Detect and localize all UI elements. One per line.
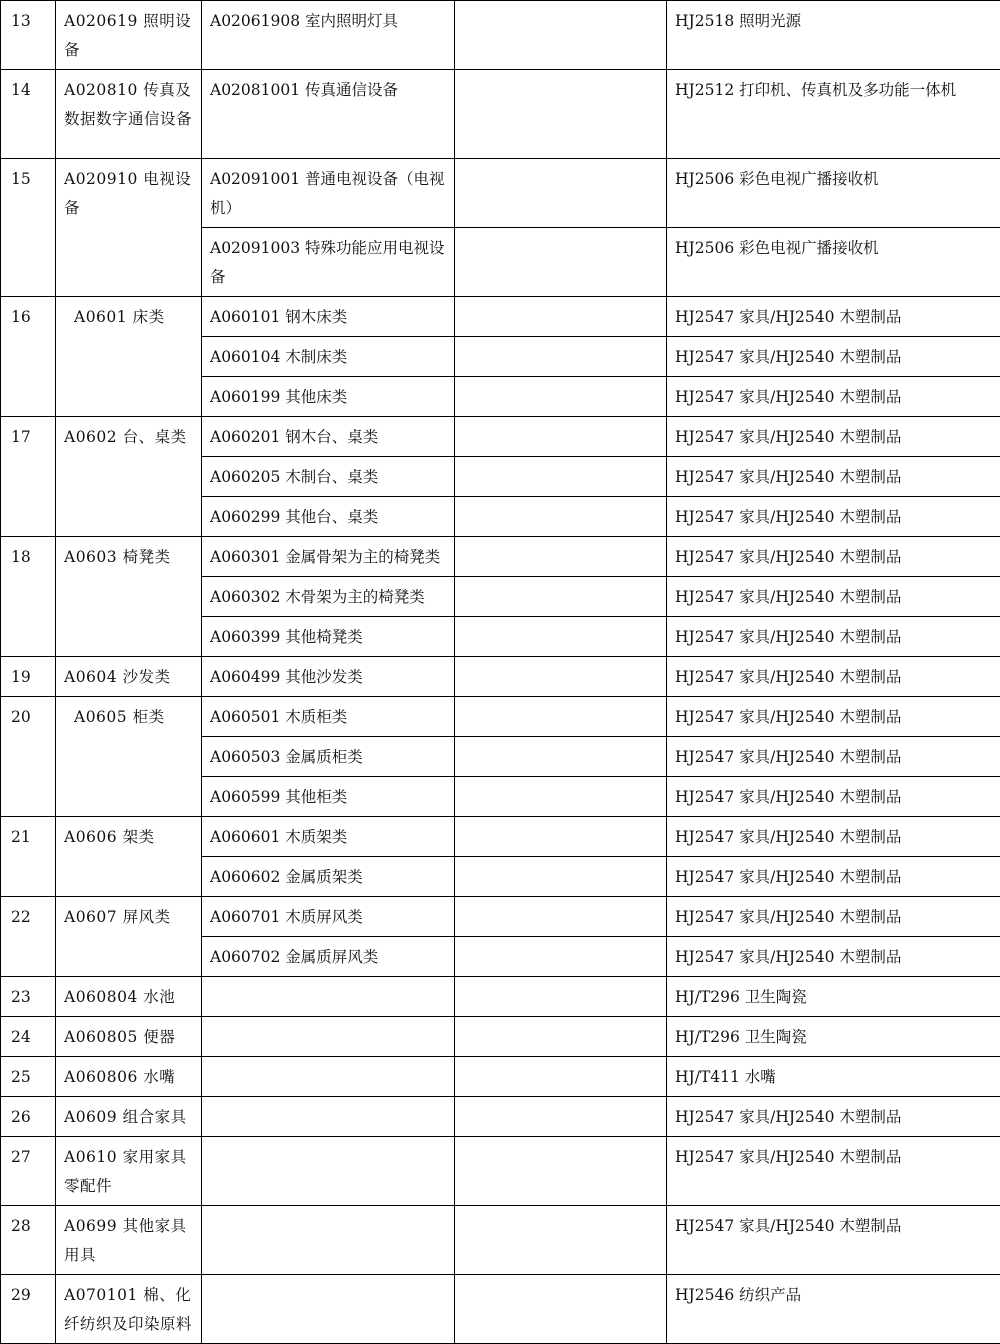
blank-cell	[455, 1017, 667, 1057]
item-code-cell: A060501 木质柜类	[202, 697, 455, 737]
category-cell: A020910 电视设备	[56, 159, 202, 297]
table-row	[1, 657, 1000, 697]
standard-cell: HJ2547 家具/HJ2540 木塑制品	[667, 417, 1000, 457]
blank-cell	[455, 737, 667, 777]
standard-cell: HJ2547 家具/HJ2540 木塑制品	[667, 737, 1000, 777]
standard-cell: HJ2547 家具/HJ2540 木塑制品	[667, 1097, 1000, 1137]
blank-cell	[455, 937, 667, 977]
blank-cell	[455, 1057, 667, 1097]
item-code-cell: A02091003 特殊功能应用电视设备	[202, 228, 455, 297]
row-number-cell: 24	[1, 1017, 56, 1057]
row-number-cell: 22	[1, 897, 56, 977]
row-number-cell: 27	[1, 1137, 56, 1206]
blank-cell	[455, 1097, 667, 1137]
item-code-cell	[202, 1097, 455, 1137]
blank-cell	[455, 817, 667, 857]
table-row	[1, 977, 1000, 1017]
blank-cell	[455, 297, 667, 337]
category-cell: A0699 其他家具用具	[56, 1206, 202, 1275]
blank-cell	[455, 1137, 667, 1206]
blank-cell	[455, 228, 667, 297]
standard-cell: HJ/T296 卫生陶瓷	[667, 1017, 1000, 1057]
standard-cell: HJ2547 家具/HJ2540 木塑制品	[667, 657, 1000, 697]
category-cell: A0601 床类	[56, 297, 202, 417]
standard-cell: HJ2546 纺织产品	[667, 1275, 1000, 1344]
standard-cell: HJ2506 彩色电视广播接收机	[667, 228, 1000, 297]
item-code-cell: A02061908 室内照明灯具	[202, 1, 455, 70]
row-number-cell: 21	[1, 817, 56, 897]
item-code-cell: A060701 木质屏风类	[202, 897, 455, 937]
standard-cell: HJ2547 家具/HJ2540 木塑制品	[667, 1137, 1000, 1206]
row-number-cell: 17	[1, 417, 56, 537]
table-row	[1, 817, 1000, 857]
standard-cell: HJ2547 家具/HJ2540 木塑制品	[667, 337, 1000, 377]
category-cell: A0610 家用家具零配件	[56, 1137, 202, 1206]
table-body	[1, 1, 1000, 1344]
table-row	[1, 1, 1000, 70]
row-number-cell: 19	[1, 657, 56, 697]
item-code-cell: A060602 金属质架类	[202, 857, 455, 897]
standard-cell: HJ2547 家具/HJ2540 木塑制品	[667, 577, 1000, 617]
item-code-cell: A02091001 普通电视设备（电视机）	[202, 159, 455, 228]
item-code-cell	[202, 1206, 455, 1275]
blank-cell	[455, 497, 667, 537]
category-cell: A0607 屏风类	[56, 897, 202, 977]
blank-cell	[455, 159, 667, 228]
item-code-cell: A060299 其他台、桌类	[202, 497, 455, 537]
standard-cell: HJ2547 家具/HJ2540 木塑制品	[667, 1206, 1000, 1275]
category-cell: A0603 椅凳类	[56, 537, 202, 657]
table-row	[1, 417, 1000, 457]
item-code-cell: A060104 木制床类	[202, 337, 455, 377]
standard-cell: HJ2518 照明光源	[667, 1, 1000, 70]
item-code-cell	[202, 1057, 455, 1097]
category-cell: A060804 水池	[56, 977, 202, 1017]
item-code-cell: A060599 其他柜类	[202, 777, 455, 817]
blank-cell	[455, 377, 667, 417]
item-code-cell: A060101 钢木床类	[202, 297, 455, 337]
item-code-cell: A060601 木质架类	[202, 817, 455, 857]
blank-cell	[455, 777, 667, 817]
blank-cell	[455, 897, 667, 937]
standard-cell: HJ2547 家具/HJ2540 木塑制品	[667, 897, 1000, 937]
item-code-cell: A060199 其他床类	[202, 377, 455, 417]
category-cell: A070101 棉、化纤纺织及印染原料	[56, 1275, 202, 1344]
category-cell: A020619 照明设备	[56, 1, 202, 70]
table-row	[1, 1137, 1000, 1206]
standard-cell: HJ2547 家具/HJ2540 木塑制品	[667, 857, 1000, 897]
category-cell: A060805 便器	[56, 1017, 202, 1057]
standard-cell: HJ2547 家具/HJ2540 木塑制品	[667, 377, 1000, 417]
standard-cell: HJ2547 家具/HJ2540 木塑制品	[667, 497, 1000, 537]
standard-cell: HJ2547 家具/HJ2540 木塑制品	[667, 937, 1000, 977]
standard-cell: HJ2547 家具/HJ2540 木塑制品	[667, 817, 1000, 857]
category-cell: A0602 台、桌类	[56, 417, 202, 537]
blank-cell	[455, 657, 667, 697]
row-number-cell: 23	[1, 977, 56, 1017]
standard-cell: HJ2506 彩色电视广播接收机	[667, 159, 1000, 228]
category-cell: A0609 组合家具	[56, 1097, 202, 1137]
row-number-cell: 14	[1, 70, 56, 159]
item-code-cell: A060702 金属质屏风类	[202, 937, 455, 977]
item-code-cell: A060399 其他椅凳类	[202, 617, 455, 657]
blank-cell	[455, 337, 667, 377]
blank-cell	[455, 70, 667, 159]
item-code-cell	[202, 1275, 455, 1344]
category-cell: A020810 传真及数据数字通信设备	[56, 70, 202, 159]
blank-cell	[455, 1, 667, 70]
item-code-cell: A060301 金属骨架为主的椅凳类	[202, 537, 455, 577]
item-code-cell: A02081001 传真通信设备	[202, 70, 455, 159]
table-row	[1, 1057, 1000, 1097]
blank-cell	[455, 697, 667, 737]
row-number-cell: 29	[1, 1275, 56, 1344]
standard-cell: HJ2547 家具/HJ2540 木塑制品	[667, 777, 1000, 817]
category-cell: A0606 架类	[56, 817, 202, 897]
standard-cell: HJ2547 家具/HJ2540 木塑制品	[667, 297, 1000, 337]
blank-cell	[455, 617, 667, 657]
standard-cell: HJ/T296 卫生陶瓷	[667, 977, 1000, 1017]
item-code-cell: A060205 木制台、桌类	[202, 457, 455, 497]
table-row	[1, 297, 1000, 337]
row-number-cell: 13	[1, 1, 56, 70]
item-code-cell: A060201 钢木台、桌类	[202, 417, 455, 457]
blank-cell	[455, 537, 667, 577]
standard-cell: HJ2512 打印机、传真机及多功能一体机	[667, 70, 1000, 159]
standard-cell: HJ2547 家具/HJ2540 木塑制品	[667, 617, 1000, 657]
row-number-cell: 15	[1, 159, 56, 297]
category-cell: A0604 沙发类	[56, 657, 202, 697]
item-code-cell	[202, 1137, 455, 1206]
item-code-cell: A060302 木骨架为主的椅凳类	[202, 577, 455, 617]
table-row	[1, 1206, 1000, 1275]
row-number-cell: 26	[1, 1097, 56, 1137]
standard-cell: HJ2547 家具/HJ2540 木塑制品	[667, 697, 1000, 737]
row-number-cell: 25	[1, 1057, 56, 1097]
row-number-cell: 18	[1, 537, 56, 657]
table-row	[1, 70, 1000, 159]
item-code-cell	[202, 1017, 455, 1057]
table-row	[1, 1017, 1000, 1057]
category-cell: A0605 柜类	[56, 697, 202, 817]
blank-cell	[455, 857, 667, 897]
standard-cell: HJ2547 家具/HJ2540 木塑制品	[667, 457, 1000, 497]
standard-cell: HJ/T411 水嘴	[667, 1057, 1000, 1097]
standard-cell: HJ2547 家具/HJ2540 木塑制品	[667, 537, 1000, 577]
table-row	[1, 697, 1000, 737]
table-row	[1, 537, 1000, 577]
row-number-cell: 28	[1, 1206, 56, 1275]
blank-cell	[455, 457, 667, 497]
blank-cell	[455, 417, 667, 457]
blank-cell	[455, 977, 667, 1017]
table-row	[1, 1097, 1000, 1137]
blank-cell	[455, 1275, 667, 1344]
item-code-cell: A060499 其他沙发类	[202, 657, 455, 697]
category-cell: A060806 水嘴	[56, 1057, 202, 1097]
item-code-cell	[202, 977, 455, 1017]
item-code-cell: A060503 金属质柜类	[202, 737, 455, 777]
row-number-cell: 16	[1, 297, 56, 417]
blank-cell	[455, 577, 667, 617]
row-number-cell: 20	[1, 697, 56, 817]
table-row	[1, 159, 1000, 228]
blank-cell	[455, 1206, 667, 1275]
table-row	[1, 1275, 1000, 1344]
table-row	[1, 897, 1000, 937]
